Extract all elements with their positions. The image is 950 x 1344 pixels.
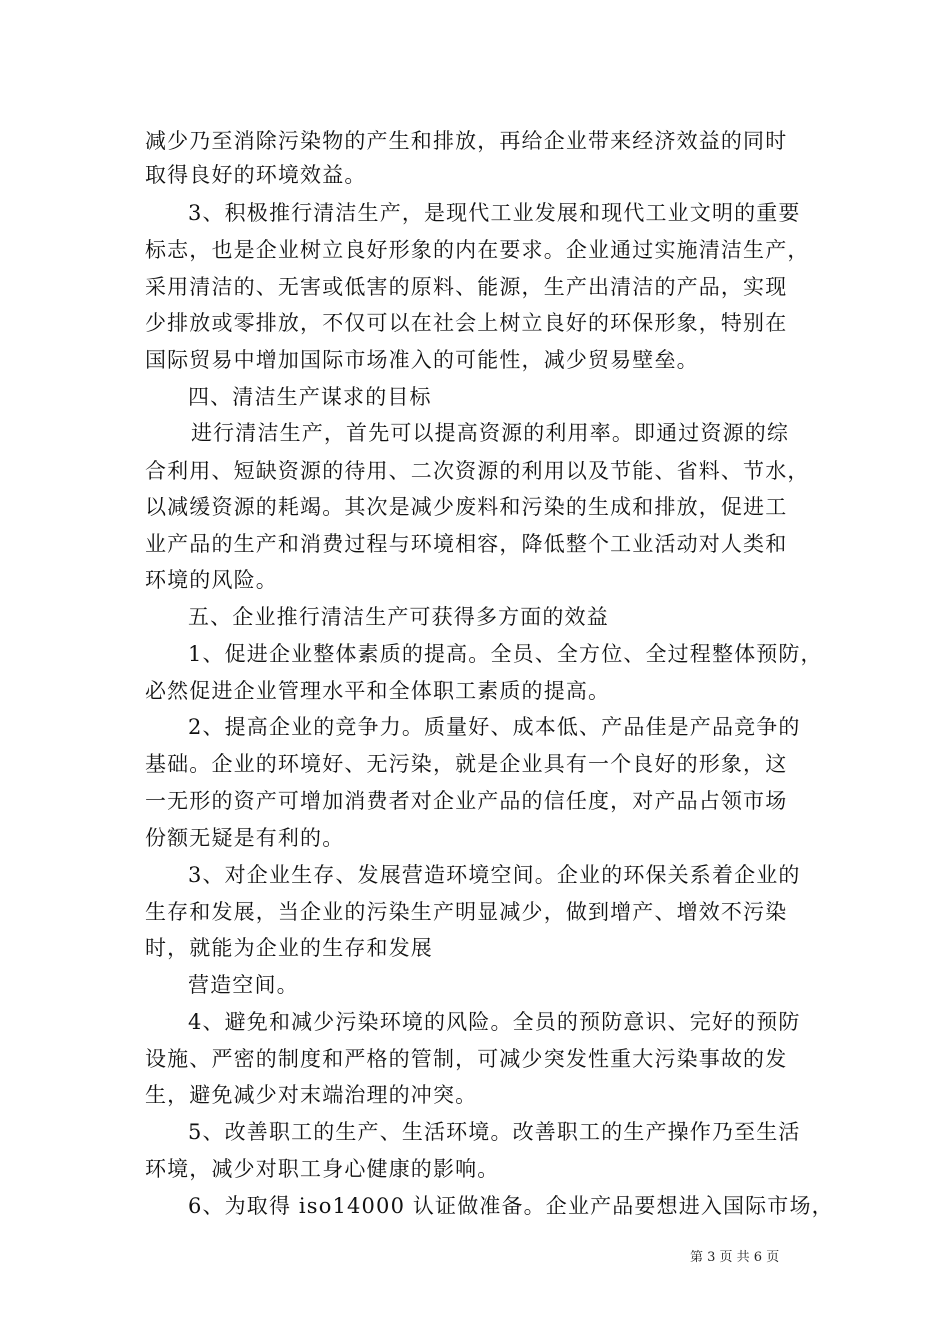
text-line: 设施、严密的制度和严格的管制，可减少突发性重大污染事故的发: [145, 1047, 788, 1071]
text-line: 份额无疑是有利的。: [145, 826, 345, 850]
text-line: 少排放或零排放，不仅可以在社会上树立良好的环保形象，特别在: [145, 311, 788, 335]
text-line: 合利用、短缺资源的待用、二次资源的利用以及节能、省料、节水，: [145, 459, 810, 483]
text-line: 一无形的资产可增加消费者对企业产品的信任度，对产品占领市场: [145, 789, 788, 813]
text-line: 时，就能为企业的生存和发展: [145, 936, 433, 960]
text-line: 国际贸易中增加国际市场准入的可能性，减少贸易壁垒。: [145, 348, 699, 372]
text-line: 环境的风险。: [145, 568, 278, 592]
page-number: 第 3 页 共 6 页: [690, 1250, 780, 1265]
text-line: 采用清洁的、无害或低害的原料、能源，生产出清洁的产品，实现: [145, 275, 788, 299]
text-line: 2、提高企业的竞争力。质量好、成本低、产品佳是产品竞争的: [188, 715, 801, 739]
text-line: 以减缓资源的耗竭。其次是减少废料和污染的生成和排放，促进工: [145, 495, 788, 519]
text-line: 4、避免和减少污染环境的风险。全员的预防意识、完好的预防: [188, 1010, 801, 1034]
text-line: 进行清洁生产，首先可以提高资源的利用率。即通过资源的综: [191, 421, 790, 445]
text-line: 基础。企业的环境好、无污染，就是企业具有一个良好的形象，这: [145, 752, 788, 776]
text-line: 业产品的生产和消费过程与环境相容，降低整个工业活动对人类和: [145, 532, 788, 556]
text-line: 标志，也是企业树立良好形象的内在要求。企业通过实施清洁生产，: [145, 238, 810, 262]
text-line: 5、改善职工的生产、生活环境。改善职工的生产操作乃至生活: [188, 1120, 801, 1144]
text-line: 生，避免减少对末端治理的冲突。: [145, 1083, 478, 1107]
text-line: 营造空间。: [188, 973, 299, 997]
text-line: 3、对企业生存、发展营造环境空间。企业的环保关系着企业的: [188, 863, 801, 887]
text-line: 生存和发展，当企业的污染生产明显减少，做到增产、增效不污染: [145, 900, 788, 924]
text-line: 6、为取得 iso14000 认证做准备。企业产品要想进入国际市场，: [188, 1194, 834, 1218]
text-line: 环境，减少对职工身心健康的影响。: [145, 1157, 500, 1181]
text-line: 减少乃至消除污染物的产生和排放，再给企业带来经济效益的同时: [145, 129, 788, 153]
section-heading: 五、企业推行清洁生产可获得多方面的效益: [188, 605, 609, 629]
section-heading: 四、清洁生产谋求的目标: [188, 385, 432, 409]
text-line: 取得良好的环境效益。: [145, 163, 367, 187]
text-line: 必然促进企业管理水平和全体职工素质的提高。: [145, 679, 611, 703]
text-line: 3、积极推行清洁生产，是现代工业发展和现代工业文明的重要: [188, 201, 801, 225]
text-line: 1、促进企业整体素质的提高。全员、全方位、全过程整体预防，: [188, 642, 823, 666]
